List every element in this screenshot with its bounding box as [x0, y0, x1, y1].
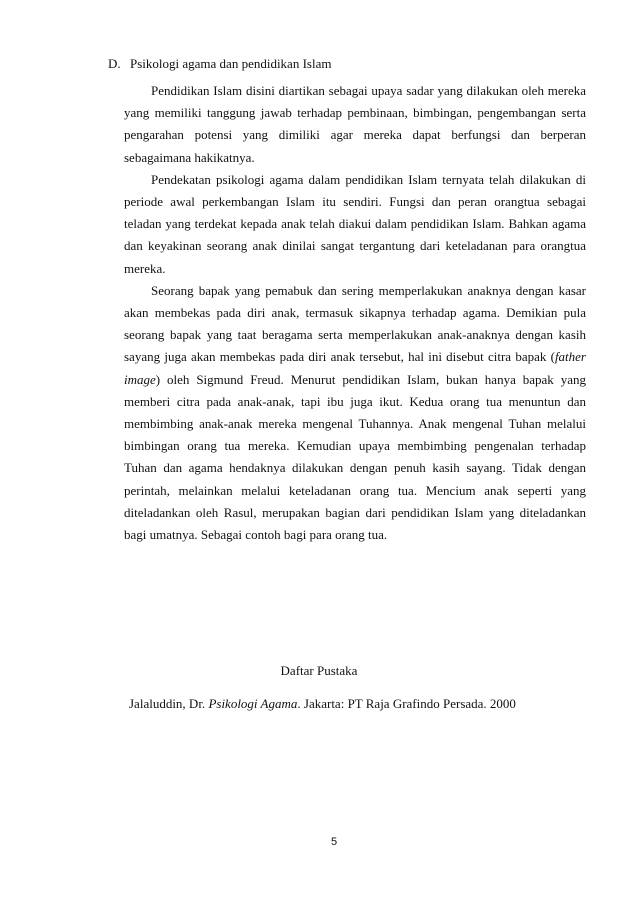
- paragraph-2: Pendekatan psikologi agama dalam pendidikan Islam ternyata telah dilakukan di periode awal perkembangan Islam itu sendiri. Fungsi dan peran orangtua sebagai teladan yang terdekat kepada anak telah diakui dalam pendidikan Islam. Bahkan agama dan keyakinan seorang anak dinilai sangat tergantung dari keteladanan para orangtua mereka.: [124, 171, 586, 276]
- bibliography-entry: [129, 694, 516, 714]
- paragraph-3-part-1: Seorang bapak yang pemabuk dan sering memperlakukan anaknya dengan kasar akan membekas pada diri anak, termasuk sikapnya terhadap agama. Demikian pula seorang bapak yang taat beragama serta memperlakukan anak-anaknya dengan kasih sayang juga akan membekas pada diri anak tersebut, hal ini disebut citra bapak (: [124, 282, 586, 365]
- section-title: Psikologi agama dan pendidikan Islam: [130, 56, 332, 71]
- bibliography-publisher: . Jakarta: PT Raja Grafindo Persada. 2000: [297, 696, 516, 711]
- section-body: [124, 80, 586, 546]
- page-number: 5: [330, 836, 338, 848]
- paragraph-1: Pendidikan Islam disini diartikan sebagai upaya sadar yang dilakukan oleh mereka yang memiliki tanggung jawab terhadap pembinaan, bimbingan, pengembangan serta pengarahan potensi yang dimiliki agar mereka dapat berfungsi dan berperan sebagaimana hakikatnya.: [124, 83, 586, 165]
- section-letter: D.: [108, 56, 121, 71]
- paragraph-3-part-2: ) oleh Sigmund Freud. Menurut pendidikan Islam, bukan hanya bapak yang memberi citra pada anak-anak, tapi ibu juga ikut. Kedua orang tua menuntun dan membimbing anak-anak mereka mengenal Tuhannya. Anak mengenal Tuhan melalui bimbingan orang tua mereka. Kemudian upaya membimbing pengenalan terhadap Tuhan dan agama hendaknya dilakukan dengan penuh kasih sayang. Tidak dengan perintah, melainkan melalui keteladanan orang tua. Mencium anak seperti yang diteladankan oleh Rasul, merupakan bagian dari pendidikan Islam yang diteladankan bagi umatnya. Sebagai contoh bagi para orang tua.: [124, 371, 586, 543]
- bibliography-title: Daftar Pustaka: [280, 663, 358, 678]
- paragraph-3: [124, 280, 586, 546]
- section-heading: [108, 54, 331, 74]
- father-image-term: father image: [124, 349, 586, 387]
- bibliography-author: Jalaluddin, Dr.: [129, 696, 209, 711]
- bibliography-book-title: Psikologi Agama: [208, 696, 298, 711]
